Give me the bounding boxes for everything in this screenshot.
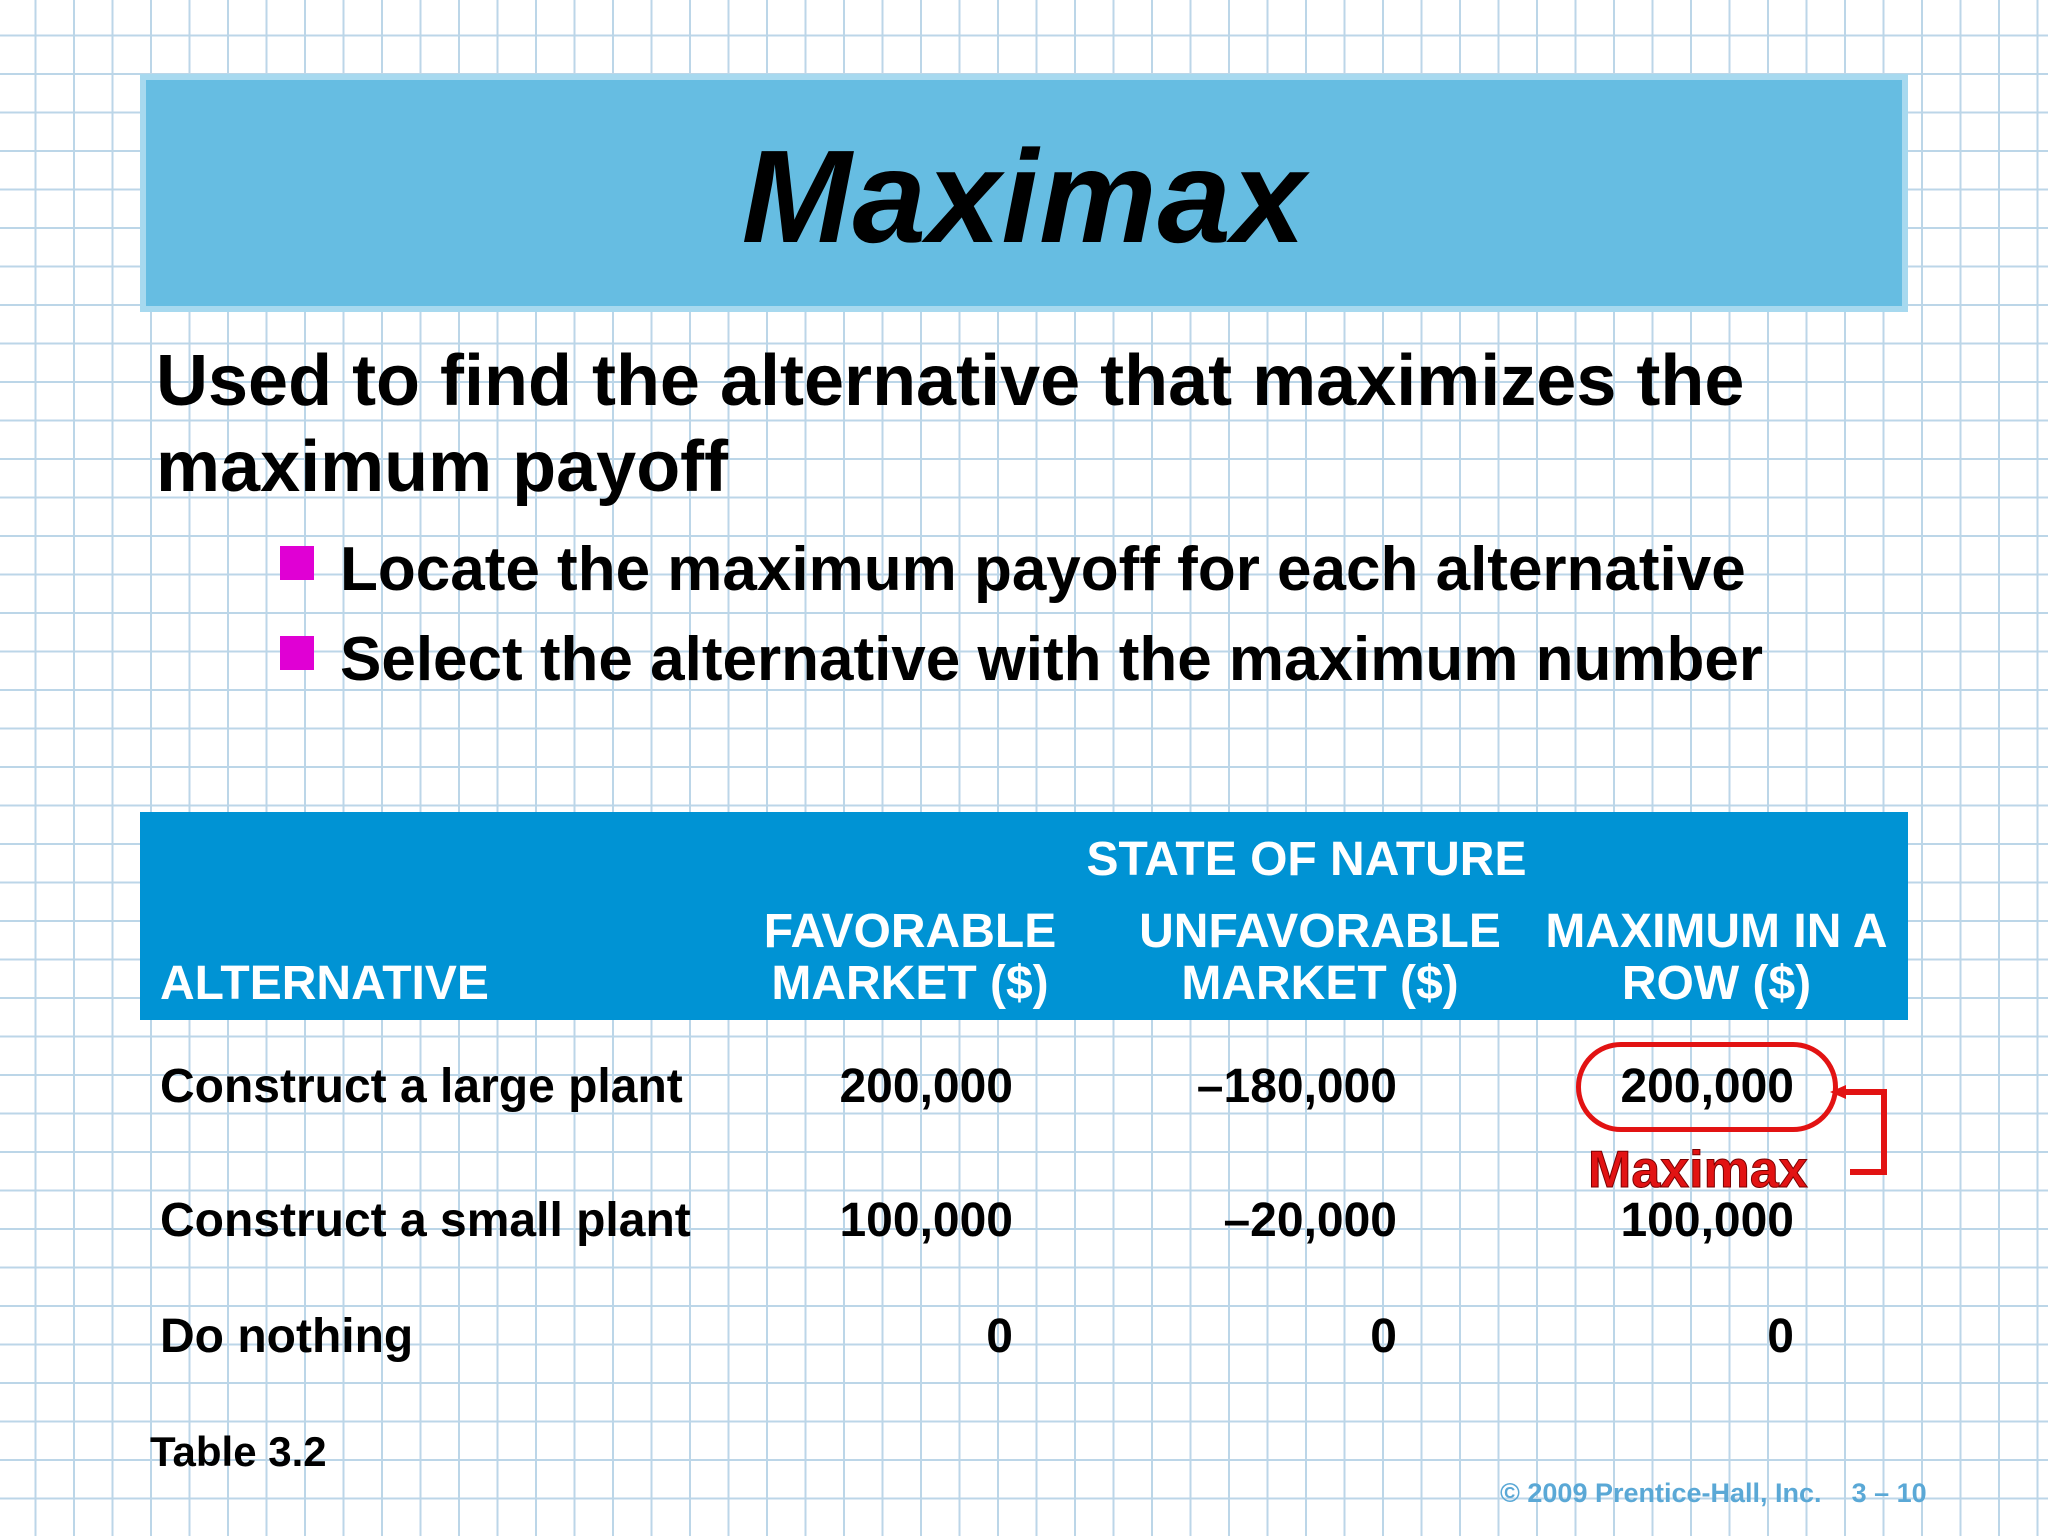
column-header-favorable: FAVORABLE MARKET ($) <box>763 905 1057 1010</box>
unfavorable-cell: 0 <box>1370 1310 1397 1363</box>
square-bullet-icon <box>280 546 314 580</box>
maximum-cell: 100,000 <box>1620 1194 1794 1247</box>
unfavorable-cell: –180,000 <box>1196 1060 1397 1113</box>
footer <box>1500 1478 1950 1509</box>
page-number: 3 – 10 <box>1851 1478 1927 1508</box>
alternative-cell: Construct a small plant <box>160 1194 691 1247</box>
bullet-text: Locate the maximum payoff for each alternative <box>340 535 1746 604</box>
intro-text: Used to find the alternative that maximizes the maximum payoff <box>156 341 1745 507</box>
slide-title: Maximax <box>741 122 1307 270</box>
table-row <box>140 1020 1908 1154</box>
highlight-circle <box>1576 1042 1838 1132</box>
favorable-cell: 100,000 <box>839 1194 1013 1247</box>
maximax-value <box>1620 1062 1794 1112</box>
bullet-item <box>278 622 1978 698</box>
bullet-item <box>278 532 1978 608</box>
alternative-cell: Do nothing <box>160 1310 414 1363</box>
state-of-nature-header: STATE OF NATURE <box>1086 833 1527 886</box>
square-bullet-icon <box>280 636 314 670</box>
maximum-value-text: 200,000 <box>1620 1060 1794 1113</box>
column-header-maximum: MAXIMUM IN A ROW ($) <box>1545 905 1888 1010</box>
callout-arrow-icon <box>1830 1082 1890 1182</box>
table-caption: Table 3.2 <box>150 1428 327 1475</box>
favorable-cell: 0 <box>986 1310 1013 1363</box>
column-header-unfavorable: UNFAVORABLE MARKET ($) <box>1139 905 1501 1010</box>
payoff-table <box>140 812 1908 1386</box>
alternative-cell: Construct a large plant <box>160 1060 683 1113</box>
copyright-text: © 2009 Prentice-Hall, Inc. <box>1500 1478 1822 1508</box>
column-header-alternative: ALTERNATIVE <box>160 957 489 1010</box>
table-row <box>140 1288 1908 1386</box>
title-banner <box>140 74 1908 312</box>
bullet-text: Select the alternative with the maximum number <box>340 625 1763 694</box>
unfavorable-cell: –20,000 <box>1223 1194 1397 1247</box>
favorable-cell: 200,000 <box>839 1060 1013 1113</box>
maximum-cell: 0 <box>1767 1310 1794 1363</box>
bullet-list <box>278 532 1978 712</box>
maximax-label: Maximax <box>1588 1141 1808 1199</box>
